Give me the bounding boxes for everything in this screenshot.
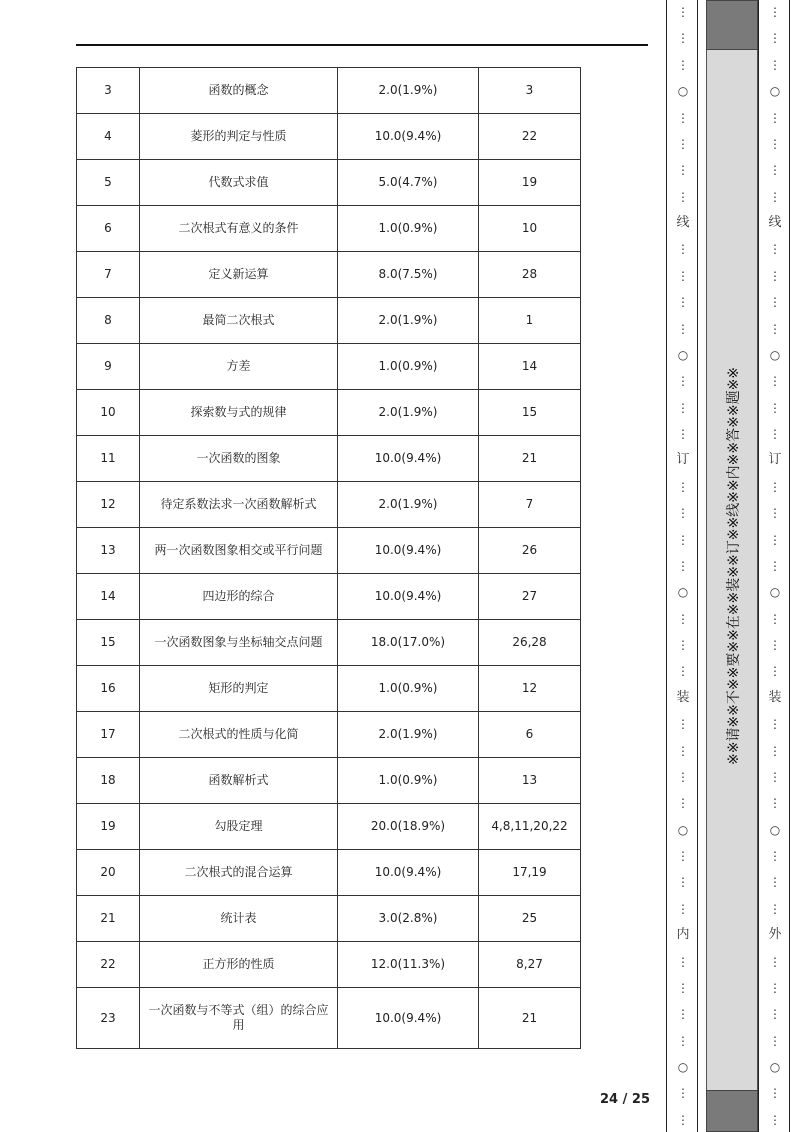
cell-items: 3 <box>479 68 581 114</box>
inner-dot: ⋮ <box>769 769 781 784</box>
inner-dot: ⋮ <box>769 664 781 679</box>
cell-score: 1.0(0.9%) <box>338 758 479 804</box>
inner-dot: ⋮ <box>769 136 781 151</box>
inner-dot: ⋮ <box>769 558 781 573</box>
cell-id: 11 <box>77 436 140 482</box>
outer-dot: ⋮ <box>677 849 689 863</box>
binding-line-inner <box>758 0 790 1132</box>
cell-items: 10 <box>479 206 581 252</box>
cell-id: 9 <box>77 344 140 390</box>
cell-items: 4,8,11,20,22 <box>479 804 581 850</box>
cell-items: 1 <box>479 298 581 344</box>
table-row <box>77 436 581 482</box>
inner-dot: ⋮ <box>769 1112 781 1127</box>
inner-dot: ⋮ <box>769 31 781 46</box>
outer-dot: ⋮ <box>677 875 689 890</box>
outer-mark: 线 <box>676 215 690 230</box>
cell-items: 12 <box>479 666 581 712</box>
cell-id: 16 <box>77 666 140 712</box>
outer-dot: ⋮ <box>677 980 689 995</box>
outer-dot: ⋮ <box>677 769 689 784</box>
outer-dot: ⋮ <box>677 374 689 389</box>
cell-items: 27 <box>479 574 581 620</box>
inner-dot: ⋮ <box>769 901 781 916</box>
outer-dot: ⋮ <box>677 743 689 758</box>
cell-topic: 正方形的性质 <box>140 942 338 988</box>
cell-score: 2.0(1.9%) <box>338 712 479 758</box>
cell-topic: 二次根式的性质与化简 <box>140 712 338 758</box>
table-row <box>77 758 581 804</box>
outer-dot: ⋮ <box>677 163 689 178</box>
cell-id: 14 <box>77 574 140 620</box>
inner-mark: 外 <box>768 927 782 943</box>
outer-dot: ⋮ <box>677 558 689 573</box>
table-row <box>77 574 581 620</box>
cell-items: 28 <box>479 252 581 298</box>
outer-mark: 订 <box>676 452 690 468</box>
inner-dot: ⋮ <box>769 611 781 626</box>
inner-mark: 订 <box>768 452 782 468</box>
table-row <box>77 620 581 666</box>
table-row <box>77 482 581 528</box>
outer-dot: ⋮ <box>677 1112 689 1127</box>
cell-topic: 定义新运算 <box>140 252 338 298</box>
cell-topic: 待定系数法求一次函数解析式 <box>140 482 338 528</box>
inner-dot: ⋮ <box>769 1007 781 1022</box>
inner-dot: ⋮ <box>769 242 781 257</box>
cell-items: 8,27 <box>479 942 581 988</box>
inner-dot: ⋮ <box>769 743 781 758</box>
inner-dot: ⋮ <box>769 57 781 72</box>
cell-items: 21 <box>479 988 581 1049</box>
cell-topic: 菱形的判定与性质 <box>140 114 338 160</box>
table-row <box>77 666 581 712</box>
inner-mark: 装 <box>768 689 782 705</box>
cell-score: 2.0(1.9%) <box>338 482 479 528</box>
outer-dot: ⋮ <box>677 268 689 283</box>
inner-circle: ○ <box>769 347 781 362</box>
cell-items: 19 <box>479 160 581 206</box>
cell-id: 17 <box>77 712 140 758</box>
outer-dot: ⋮ <box>677 400 689 415</box>
outer-dot: ⋮ <box>677 189 689 204</box>
outer-dot: ⋮ <box>677 664 689 679</box>
table-row <box>77 298 581 344</box>
cell-topic: 二次根式有意义的条件 <box>140 206 338 252</box>
cell-id: 23 <box>77 988 140 1049</box>
inner-dot: ⋮ <box>769 400 781 415</box>
cell-topic: 函数的概念 <box>140 68 338 114</box>
cell-items: 6 <box>479 712 581 758</box>
binding-line-outer <box>666 0 698 1132</box>
cell-items: 7 <box>479 482 581 528</box>
inner-circle: ○ <box>769 1060 781 1074</box>
inner-dot: ⋮ <box>769 189 781 204</box>
cell-items: 21 <box>479 436 581 482</box>
outer-dot: ⋮ <box>677 57 689 72</box>
outer-dot: ⋮ <box>677 1007 689 1022</box>
inner-dot: ⋮ <box>769 295 781 310</box>
outer-dot: ⋮ <box>677 532 689 547</box>
cell-items: 25 <box>479 896 581 942</box>
cell-items: 13 <box>479 758 581 804</box>
table-row <box>77 528 581 574</box>
cell-id: 18 <box>77 758 140 804</box>
cell-topic: 一次函数与不等式（组）的综合应用 <box>140 988 338 1049</box>
cell-id: 21 <box>77 896 140 942</box>
cell-topic: 二次根式的混合运算 <box>140 850 338 896</box>
table-row <box>77 712 581 758</box>
cell-score: 10.0(9.4%) <box>338 436 479 482</box>
cell-id: 10 <box>77 390 140 436</box>
cell-score: 10.0(9.4%) <box>338 528 479 574</box>
outer-circle: ○ <box>677 822 689 837</box>
cell-score: 10.0(9.4%) <box>338 850 479 896</box>
cell-topic: 方差 <box>140 344 338 390</box>
inner-dot: ⋮ <box>769 954 781 969</box>
outer-dot: ⋮ <box>677 1086 689 1101</box>
outer-circle: ○ <box>677 1060 689 1074</box>
cell-topic: 代数式求值 <box>140 160 338 206</box>
inner-dot: ⋮ <box>769 321 781 336</box>
cell-score: 10.0(9.4%) <box>338 988 479 1049</box>
cell-items: 26,28 <box>479 620 581 666</box>
cell-items: 17,19 <box>479 850 581 896</box>
table-row <box>77 804 581 850</box>
inner-dot: ⋮ <box>769 980 781 995</box>
outer-dot: ⋮ <box>677 901 689 916</box>
outer-dot: ⋮ <box>677 638 689 652</box>
cell-topic: 一次函数图象与坐标轴交点问题 <box>140 620 338 666</box>
cell-id: 22 <box>77 942 140 988</box>
cell-items: 26 <box>479 528 581 574</box>
table-row <box>77 942 581 988</box>
cell-id: 5 <box>77 160 140 206</box>
outer-dot: ⋮ <box>677 5 689 19</box>
inner-dot: ⋮ <box>769 849 781 863</box>
cell-id: 13 <box>77 528 140 574</box>
cell-topic: 四边形的综合 <box>140 574 338 620</box>
cell-topic: 最简二次根式 <box>140 298 338 344</box>
table-row <box>77 850 581 896</box>
inner-dot: ⋮ <box>769 796 781 811</box>
cell-score: 10.0(9.4%) <box>338 114 479 160</box>
outer-dot: ⋮ <box>677 427 689 441</box>
table-row <box>77 206 581 252</box>
outer-dot: ⋮ <box>677 611 689 626</box>
cell-topic: 探索数与式的规律 <box>140 390 338 436</box>
inner-mark: 线 <box>768 215 782 230</box>
outer-dot: ⋮ <box>677 110 689 125</box>
table-row <box>77 344 581 390</box>
cell-topic: 勾股定理 <box>140 804 338 850</box>
cell-topic: 矩形的判定 <box>140 666 338 712</box>
cell-score: 2.0(1.9%) <box>338 68 479 114</box>
outer-dot: ⋮ <box>677 242 689 257</box>
outer-mark: 装 <box>676 689 690 705</box>
cell-score: 12.0(11.3%) <box>338 942 479 988</box>
inner-circle: ○ <box>769 585 781 600</box>
outer-dot: ⋮ <box>677 954 689 969</box>
inner-circle: ○ <box>769 84 781 99</box>
cell-id: 8 <box>77 298 140 344</box>
outer-dot: ⋮ <box>677 31 689 46</box>
outer-dot: ⋮ <box>677 506 689 521</box>
outer-dot: ⋮ <box>677 295 689 310</box>
binding-dots-outer <box>667 0 699 1132</box>
top-rule <box>76 44 648 46</box>
cell-score: 5.0(4.7%) <box>338 160 479 206</box>
cell-id: 12 <box>77 482 140 528</box>
inner-dot: ⋮ <box>769 110 781 125</box>
cell-score: 20.0(18.9%) <box>338 804 479 850</box>
cell-topic: 一次函数的图象 <box>140 436 338 482</box>
cell-id: 20 <box>77 850 140 896</box>
outer-dot: ⋮ <box>677 136 689 151</box>
binding-warning-text: ※※请※※不※※要※※在※※装※※订※※线※※内※※答※※题※※ <box>726 366 742 766</box>
outer-dot: ⋮ <box>677 479 689 494</box>
inner-dot: ⋮ <box>769 5 781 19</box>
cell-score: 2.0(1.9%) <box>338 298 479 344</box>
inner-dot: ⋮ <box>769 506 781 521</box>
cell-score: 1.0(0.9%) <box>338 344 479 390</box>
binding-warning-band <box>706 0 758 1132</box>
outer-dot: ⋮ <box>677 796 689 811</box>
cell-items: 15 <box>479 390 581 436</box>
outer-circle: ○ <box>677 347 689 362</box>
cell-topic: 统计表 <box>140 896 338 942</box>
inner-dot: ⋮ <box>769 163 781 178</box>
cell-id: 3 <box>77 68 140 114</box>
outer-dot: ⋮ <box>677 321 689 336</box>
cell-score: 2.0(1.9%) <box>338 390 479 436</box>
binding-dots-inner <box>759 0 791 1132</box>
knowledge-point-table <box>76 67 581 1049</box>
inner-dot: ⋮ <box>769 427 781 441</box>
inner-dot: ⋮ <box>769 638 781 652</box>
cell-id: 19 <box>77 804 140 850</box>
cell-topic: 两一次函数图象相交或平行问题 <box>140 528 338 574</box>
band-cap-bottom <box>706 1090 758 1132</box>
cell-id: 15 <box>77 620 140 666</box>
cell-id: 6 <box>77 206 140 252</box>
table-row <box>77 390 581 436</box>
page-number: 24 / 25 <box>600 1092 650 1107</box>
cell-id: 4 <box>77 114 140 160</box>
table-row <box>77 160 581 206</box>
inner-circle: ○ <box>769 822 781 837</box>
cell-items: 14 <box>479 344 581 390</box>
inner-dot: ⋮ <box>769 532 781 547</box>
cell-id: 7 <box>77 252 140 298</box>
table-row <box>77 68 581 114</box>
cell-score: 1.0(0.9%) <box>338 666 479 712</box>
outer-dot: ⋮ <box>677 717 689 732</box>
inner-dot: ⋮ <box>769 479 781 494</box>
table-row <box>77 988 581 1049</box>
cell-score: 3.0(2.8%) <box>338 896 479 942</box>
inner-dot: ⋮ <box>769 1086 781 1101</box>
inner-dot: ⋮ <box>769 717 781 732</box>
table-row <box>77 114 581 160</box>
inner-dot: ⋮ <box>769 1033 781 1048</box>
cell-topic: 函数解析式 <box>140 758 338 804</box>
inner-dot: ⋮ <box>769 374 781 389</box>
outer-circle: ○ <box>677 84 689 99</box>
inner-dot: ⋮ <box>769 875 781 890</box>
outer-mark: 内 <box>676 927 690 943</box>
table-row <box>77 896 581 942</box>
band-cap-top <box>706 0 758 50</box>
inner-dot: ⋮ <box>769 268 781 283</box>
table-row <box>77 252 581 298</box>
cell-items: 22 <box>479 114 581 160</box>
outer-circle: ○ <box>677 585 689 600</box>
cell-score: 1.0(0.9%) <box>338 206 479 252</box>
cell-score: 8.0(7.5%) <box>338 252 479 298</box>
cell-score: 10.0(9.4%) <box>338 574 479 620</box>
outer-dot: ⋮ <box>677 1033 689 1048</box>
cell-score: 18.0(17.0%) <box>338 620 479 666</box>
